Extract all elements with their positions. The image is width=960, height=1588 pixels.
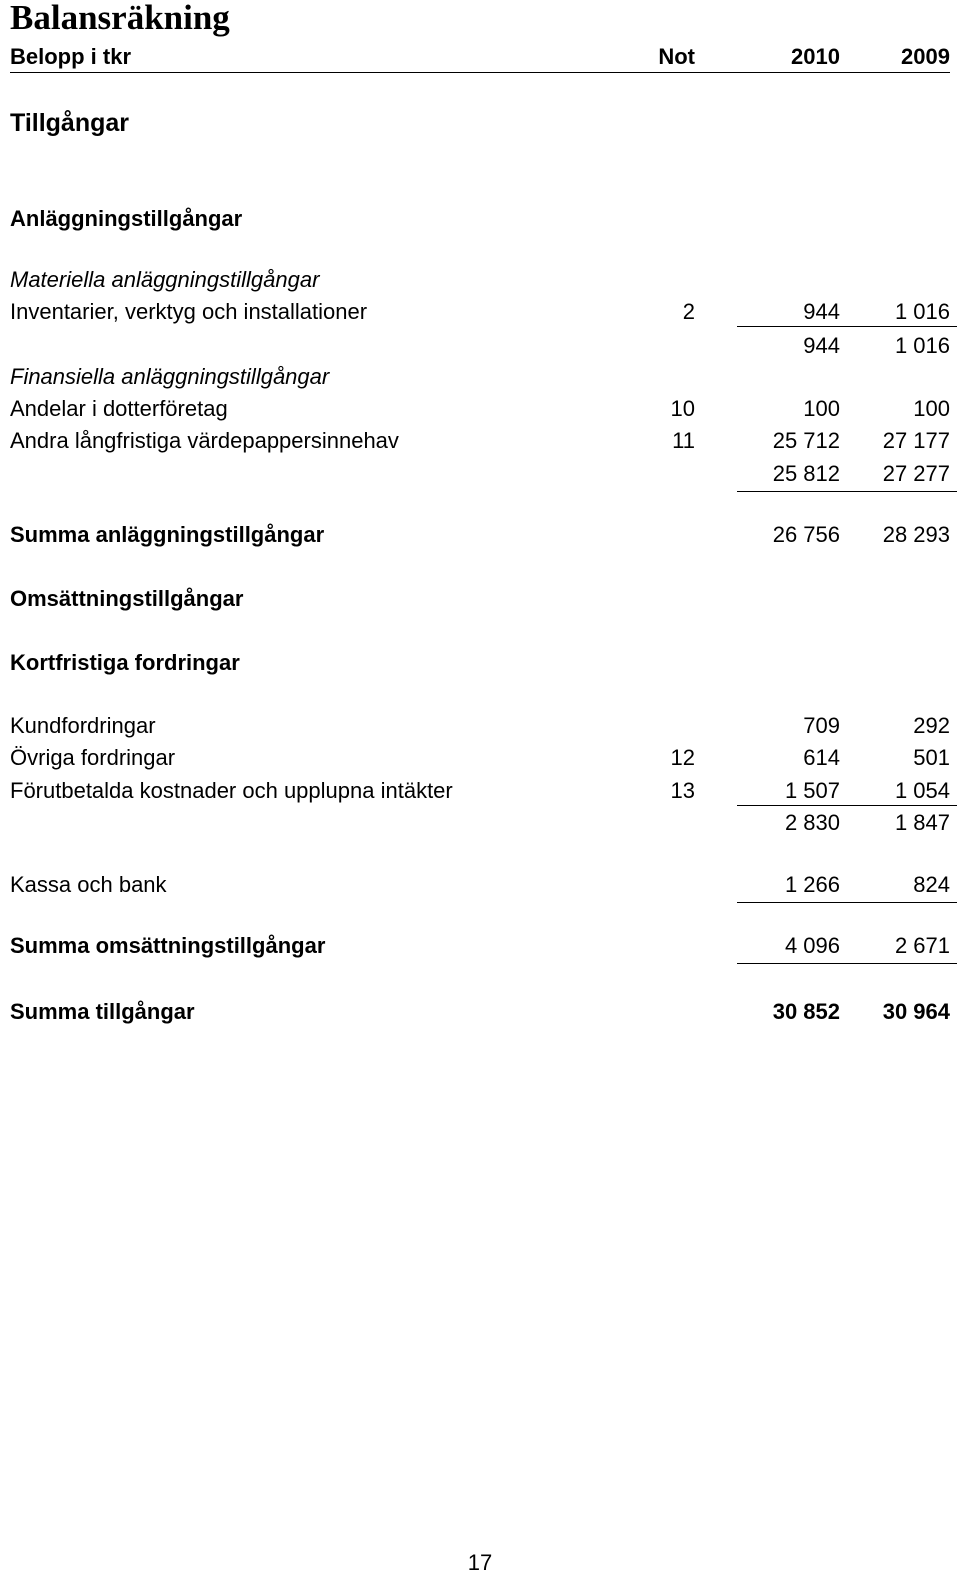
row-label: Omsättningstillgångar bbox=[10, 586, 244, 611]
row-note: 10 bbox=[670, 396, 695, 421]
row-label: Inventarier, verktyg och installationer bbox=[10, 299, 368, 324]
row-label: Materiella anläggningstillgångar bbox=[10, 267, 320, 292]
row-value-2009: 1 847 bbox=[894, 810, 950, 835]
row-note: 13 bbox=[670, 778, 695, 803]
header-label: Belopp i tkr bbox=[10, 44, 132, 69]
row-value-2010: 1 507 bbox=[784, 778, 840, 803]
table-row bbox=[10, 204, 950, 234]
row-value-2009: 1 016 bbox=[894, 333, 950, 358]
row-value-2009: 27 177 bbox=[882, 428, 950, 453]
row-note: 11 bbox=[672, 428, 695, 453]
subtotal-rule bbox=[737, 963, 957, 964]
row-value-2010: 1 266 bbox=[784, 872, 840, 897]
table-row bbox=[10, 426, 950, 456]
row-value-2009: 292 bbox=[913, 713, 950, 738]
table-row bbox=[10, 931, 950, 961]
table-row bbox=[10, 870, 950, 900]
page-number: 17 bbox=[467, 1550, 493, 1575]
table-row bbox=[10, 297, 950, 327]
row-label: Förutbetalda kostnader och upplupna intäkter bbox=[10, 778, 453, 803]
row-value-2010: 4 096 bbox=[784, 933, 840, 958]
table-row bbox=[10, 808, 950, 838]
subtotal-rule bbox=[737, 326, 957, 327]
table-row bbox=[10, 743, 950, 773]
table-row bbox=[10, 362, 950, 392]
row-label: Kundfordringar bbox=[10, 713, 156, 738]
table-row bbox=[10, 459, 950, 489]
row-label: Summa tillgångar bbox=[10, 999, 195, 1024]
row-value-2010: 30 852 bbox=[772, 999, 840, 1024]
row-value-2009: 2 671 bbox=[894, 933, 950, 958]
table-header bbox=[10, 42, 950, 73]
row-value-2010: 2 830 bbox=[784, 810, 840, 835]
row-value-2009: 1 054 bbox=[894, 778, 950, 803]
row-value-2010: 100 bbox=[803, 396, 840, 421]
row-value-2010: 944 bbox=[803, 333, 840, 358]
row-value-2010: 614 bbox=[803, 745, 840, 770]
table-row bbox=[10, 394, 950, 424]
header-not: Not bbox=[658, 44, 695, 69]
row-value-2010: 709 bbox=[803, 713, 840, 738]
row-value-2009: 28 293 bbox=[882, 522, 950, 547]
row-value-2010: 25 712 bbox=[772, 428, 840, 453]
subtotal-rule bbox=[737, 491, 957, 492]
table-row bbox=[10, 520, 950, 550]
header-year-2010: 2010 bbox=[791, 44, 840, 69]
header-year-2009: 2009 bbox=[901, 44, 950, 69]
subtotal-rule bbox=[737, 902, 957, 903]
row-value-2010: 944 bbox=[803, 299, 840, 324]
row-label: Övriga fordringar bbox=[10, 745, 176, 770]
row-value-2010: 26 756 bbox=[772, 522, 840, 547]
row-value-2009: 27 277 bbox=[882, 461, 950, 486]
row-note: 2 bbox=[682, 299, 695, 324]
row-label: Andra långfristiga värdepappersinnehav bbox=[10, 428, 399, 453]
row-label: Andelar i dotterföretag bbox=[10, 396, 228, 421]
row-label: Finansiella anläggningstillgångar bbox=[10, 364, 330, 389]
table-row bbox=[10, 265, 950, 295]
table-row bbox=[10, 776, 950, 806]
row-label: Kassa och bank bbox=[10, 872, 167, 897]
table-row bbox=[10, 331, 950, 361]
row-value-2010: 25 812 bbox=[772, 461, 840, 486]
row-value-2009: 1 016 bbox=[894, 299, 950, 324]
row-label: Kortfristiga fordringar bbox=[10, 650, 240, 675]
table-row bbox=[10, 584, 950, 614]
row-value-2009: 501 bbox=[913, 745, 950, 770]
table-row bbox=[10, 711, 950, 741]
row-label: Summa anläggningstillgångar bbox=[10, 522, 325, 547]
row-value-2009: 100 bbox=[913, 396, 950, 421]
row-label: Summa omsättningstillgångar bbox=[10, 933, 326, 958]
row-label: Anläggningstillgångar bbox=[10, 206, 243, 231]
row-value-2009: 824 bbox=[913, 872, 950, 897]
row-value-2009: 30 964 bbox=[882, 999, 950, 1024]
row-note: 12 bbox=[670, 745, 695, 770]
table-row bbox=[10, 997, 950, 1027]
subtotal-rule bbox=[737, 805, 957, 806]
page-title: Balansräkning bbox=[10, 0, 230, 37]
table-row bbox=[10, 648, 950, 678]
section-title: Tillgångar bbox=[10, 109, 130, 137]
